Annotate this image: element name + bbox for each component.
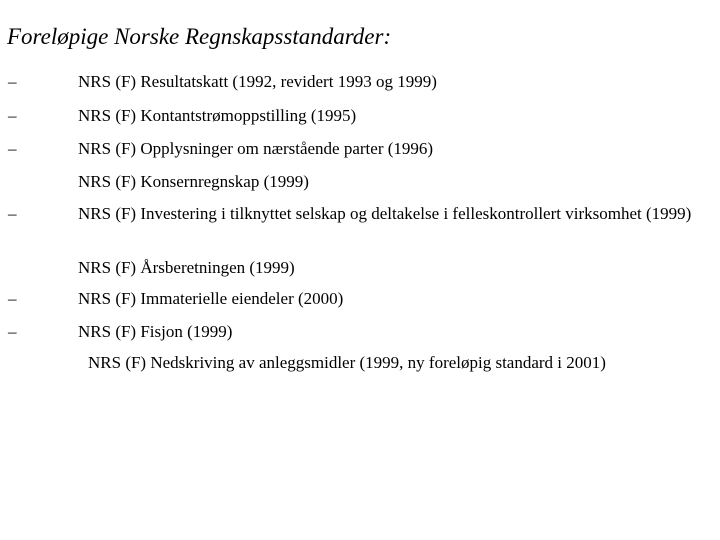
bullet-dash: – — [8, 289, 17, 308]
list-item-text: NRS (F) Konsernregnskap (1999) — [78, 172, 309, 191]
list-item-text: NRS (F) Nedskriving av anleggsmidler (1999, ny foreløpig standard i 2001) — [88, 353, 606, 372]
bullet-dash: – — [8, 139, 17, 158]
bullet-dash: – — [8, 204, 17, 223]
list-item-text: NRS (F) Opplysninger om nærstående parter (1996) — [78, 139, 434, 158]
bullet-dash: – — [8, 72, 17, 91]
list-item-text: NRS (F) Immaterielle eiendeler (2000) — [78, 289, 344, 308]
slide-title: Foreløpige Norske Regnskapsstandarder: — [7, 24, 392, 49]
bullet-dash: – — [8, 322, 17, 341]
list-item-text: NRS (F) Investering i tilknyttet selskap og deltakelse i felleskontrollert virksomhet (1999) — [78, 204, 692, 223]
list-item-text: NRS (F) Resultatskatt (1992, revidert 1993 og 1999) — [78, 72, 437, 91]
list-item-text: NRS (F) Kontantstrømoppstilling (1995) — [78, 106, 357, 125]
list-item-text: NRS (F) Årsberetningen (1999) — [78, 258, 295, 277]
bullet-dash: – — [8, 106, 17, 125]
list-item-text: NRS (F) Fisjon (1999) — [78, 322, 233, 341]
